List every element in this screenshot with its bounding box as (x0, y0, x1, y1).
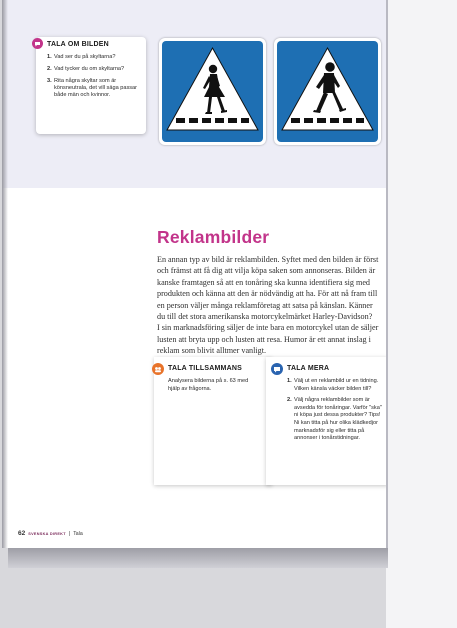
body-line: En annan typ av bild är reklambilden. Syftet med den bilden är först (157, 255, 379, 264)
group-talk-icon (152, 363, 164, 375)
list-item: 2. Välj några reklambilder som är avsedda för tonåringar. Varför "ska" ni köpa just dessa produkter? Tips! Ni kan titta på hur olika klädkedjor marknadsför sig eller titta på annonser i tonårstidningar. (287, 397, 382, 442)
page-shadow (8, 548, 388, 568)
footer-section: Tala (73, 530, 83, 537)
list-item: 2. Vad tycker du om skyltarna? (47, 66, 125, 72)
body-line: du till det stora amerikanska motorcykelmärket Harley-Davidson? (157, 312, 373, 322)
textbook-page (2, 0, 386, 548)
tala-mera-box (266, 357, 386, 485)
sign-background (162, 41, 263, 142)
body-line: produkten och känna att den är nödvändig att ha. För att nå fram till (157, 289, 378, 299)
list-item: 1. Välj ut en reklambild ur en tidning. Vilken känsla väcker bilden till? (287, 378, 379, 392)
page-edge (386, 0, 388, 560)
page-footer (18, 530, 83, 537)
tala-om-bilden-card (36, 37, 146, 134)
tala-tillsammans-text: Analysera bilderna på s. 63 med hjälp av frågorna. (168, 378, 249, 392)
talk-bubble-icon (32, 38, 43, 49)
pedestrian-woman-icon (162, 41, 263, 142)
body-line: en person väljer många reklamföretag att satsa på känslan. Känner (157, 300, 373, 310)
body-line: kanske framtagen så att en tonåring ska kunna identifiera sig med (157, 277, 370, 287)
tala-tillsammans-title: TALA TILLSAMMANS (168, 365, 242, 372)
footer-separator: | (68, 530, 71, 537)
adjacent-page-strip (386, 0, 457, 628)
book-brand: SVENSKA DIREKT (28, 531, 66, 536)
section-heading: Reklambilder (157, 227, 270, 247)
list-item: 1. Vad ser du på skyltarna? (47, 54, 116, 60)
body-paragraph (157, 254, 386, 357)
crosswalk-sign-woman (159, 38, 266, 145)
page-number: 62 (18, 530, 26, 537)
tala-om-bilden-title: TALA OM BILDEN (47, 41, 109, 48)
body-line: I sin marknadsföring säljer de inte bara en motorcykel utan de säljer (157, 323, 379, 333)
binding-shadow (2, 0, 8, 548)
tala-mera-list (287, 378, 385, 447)
body-line: lusten att bryta upp och lusten att resa. Humor är ett annat inslag i (157, 334, 371, 344)
tala-tillsammans-box (154, 357, 272, 485)
body-line: och främst att få dig att vilja köpa saken som annonseras. Bilden är (157, 266, 376, 276)
tala-mera-title: TALA MERA (287, 365, 330, 372)
body-line: reklam som blivit alltmer vanligt. (157, 346, 266, 356)
speech-bubble-icon (271, 363, 283, 375)
crosswalk-sign-man (274, 38, 381, 145)
list-item: 3. Rita några skyltar som är könsneutrala, det vill säga passar både män och kvinnor. (47, 78, 138, 98)
question-list (47, 54, 141, 104)
pedestrian-man-icon (277, 41, 378, 142)
sign-background (277, 41, 378, 142)
